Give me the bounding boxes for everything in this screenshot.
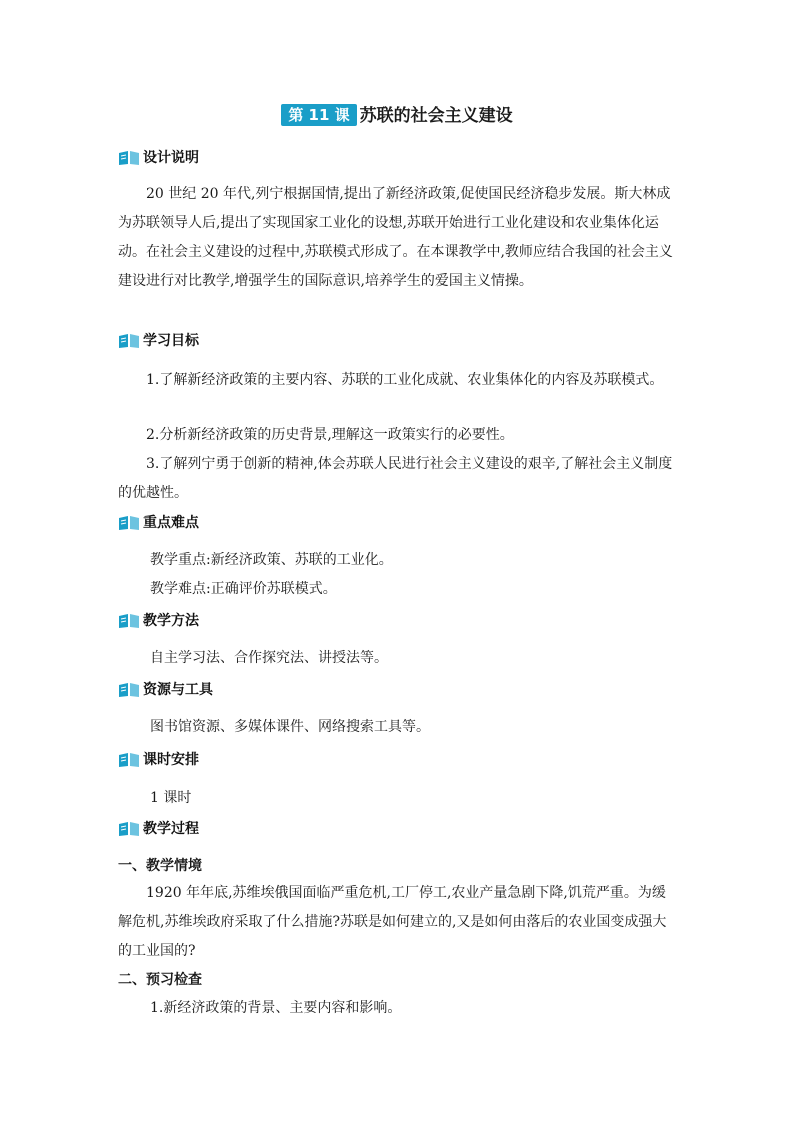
- section-heading-resources: [118, 680, 213, 700]
- section-heading-goals: [118, 331, 199, 351]
- book-icon: [118, 682, 140, 698]
- teaching-focus: 教学重点:新经济政策、苏联的工业化。: [150, 552, 393, 568]
- book-icon: [118, 613, 140, 629]
- process-part-2-title: 二、预习检查: [118, 972, 202, 988]
- design-paragraph: 20 世纪 20 年代,列宁根据国情,提出了新经济政策,促使国民经济稳步发展。斯大林成为苏联领导人后,提出了实现国家工业化的设想,苏联开始进行工业化建设和农业集体化运动。在社会主义建设的过程中,苏联模式形成了。在本课教学中,教师应结合我国的社会主义建设进行对比教学,增强学生的国际意识,培养学生的爱国主义情操。: [118, 186, 673, 289]
- section-heading-text: 学习目标: [143, 333, 199, 349]
- goal-item-3: 3.了解列宁勇于创新的精神,体会苏联人民进行社会主义建设的艰辛,了解社会主义制度的优越性。: [118, 456, 673, 501]
- section-heading-text: 教学方法: [143, 613, 199, 629]
- section-heading-text: 重点难点: [143, 515, 199, 531]
- section-heading-keypoints: [118, 513, 199, 533]
- section-heading-schedule: [118, 750, 199, 770]
- section-heading-text: 设计说明: [143, 150, 199, 166]
- methods-text: 自主学习法、合作探究法、讲授法等。: [150, 650, 388, 666]
- section-heading-text: 教学过程: [143, 821, 199, 837]
- lesson-title: [0, 104, 794, 128]
- section-heading-text: 课时安排: [143, 752, 199, 768]
- book-icon: [118, 752, 140, 768]
- process-part-1-body: 1920 年年底,苏维埃俄国面临严重危机,工厂停工,农业产量急剧下降,饥荒严重。为缓解危机,苏维埃政府采取了什么措施?苏联是如何建立的,又是如何由落后的农业国变成强大的工业国的?: [118, 885, 667, 959]
- section-heading-methods: [118, 611, 199, 631]
- section-heading-design: [118, 148, 199, 168]
- book-icon: [118, 150, 140, 166]
- book-icon: [118, 333, 140, 349]
- resources-text: 图书馆资源、多媒体课件、网络搜索工具等。: [150, 719, 430, 735]
- goal-item-1: 1.了解新经济政策的主要内容、苏联的工业化成就、农业集体化的内容及苏联模式。: [146, 372, 664, 388]
- process-part-2-item-1: 1.新经济政策的背景、主要内容和影响。: [150, 1000, 402, 1016]
- process-part-1-title: 一、教学情境: [118, 858, 202, 874]
- section-heading-process: [118, 819, 199, 839]
- schedule-text: 1 课时: [150, 790, 192, 806]
- lesson-title-text: 苏联的社会主义建设: [359, 106, 513, 126]
- teaching-difficulty: 教学难点:正确评价苏联模式。: [150, 581, 337, 597]
- book-icon: [118, 515, 140, 531]
- book-icon: [118, 821, 140, 837]
- section-heading-text: 资源与工具: [143, 682, 213, 698]
- lesson-number-badge: 第 11 课: [281, 104, 356, 126]
- goal-item-2: 2.分析新经济政策的历史背景,理解这一政策实行的必要性。: [146, 427, 514, 443]
